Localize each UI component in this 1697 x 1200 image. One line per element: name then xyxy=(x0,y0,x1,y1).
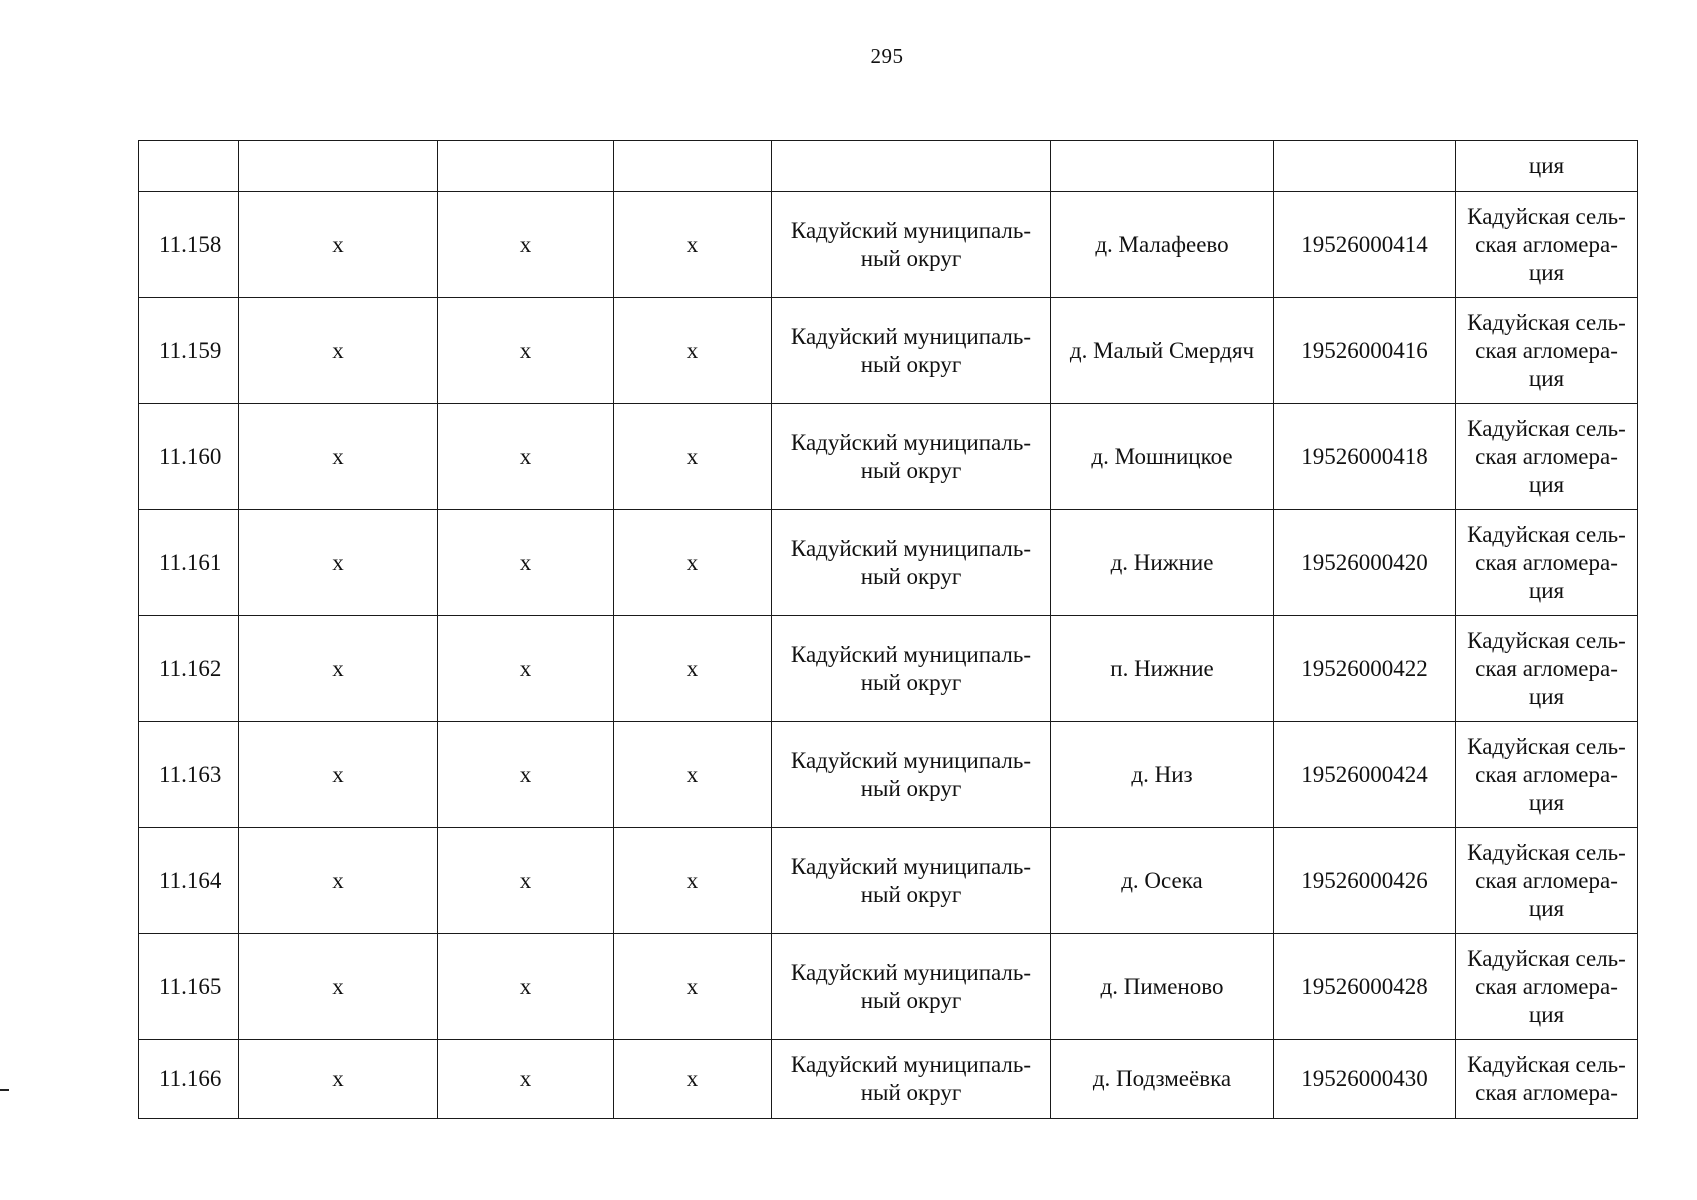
municipality-cell: Кадуйский муниципаль-ный округ xyxy=(772,616,1051,722)
oktmo-code-cell: 19526000420 xyxy=(1274,510,1456,616)
marker-cell: x xyxy=(614,510,772,616)
marker-cell: x xyxy=(438,298,614,404)
settlement-name-cell: д. Нижние xyxy=(1051,510,1274,616)
marker-cell: x xyxy=(438,722,614,828)
settlement-name-cell: д. Мошницкое xyxy=(1051,404,1274,510)
oktmo-code-cell: 19526000428 xyxy=(1274,934,1456,1040)
municipality-cell: Кадуйский муниципаль-ный округ xyxy=(772,828,1051,934)
marker-cell: x xyxy=(239,828,438,934)
marker-cell: x xyxy=(239,1040,438,1119)
municipality-cell: Кадуйский муниципаль-ный округ xyxy=(772,404,1051,510)
oktmo-code-cell: 19526000424 xyxy=(1274,722,1456,828)
settlement-name-cell: д. Осека xyxy=(1051,828,1274,934)
marker-cell: x xyxy=(438,616,614,722)
continuation-row xyxy=(139,141,1638,192)
empty-cell xyxy=(772,141,1051,192)
settlement-name-cell: д. Малый Смердяч xyxy=(1051,298,1274,404)
empty-cell xyxy=(239,141,438,192)
marker-cell: x xyxy=(239,616,438,722)
settlement-name-cell: д. Пименово xyxy=(1051,934,1274,1040)
oktmo-code-cell: 19526000414 xyxy=(1274,192,1456,298)
table-row xyxy=(139,722,1638,828)
empty-cell xyxy=(614,141,772,192)
table-row xyxy=(139,510,1638,616)
marker-cell: x xyxy=(239,298,438,404)
row-number-cell: 11.165 xyxy=(139,934,239,1040)
row-number-cell: 11.158 xyxy=(139,192,239,298)
row-number-cell: 11.161 xyxy=(139,510,239,616)
agglomeration-cell: Кадуйская сель-ская агломера-ция xyxy=(1456,192,1638,298)
row-number-cell: 11.164 xyxy=(139,828,239,934)
marker-cell: x xyxy=(438,510,614,616)
marker-cell: x xyxy=(239,404,438,510)
agglomeration-cell: Кадуйская сель-ская агломера-ция xyxy=(1456,298,1638,404)
municipality-cell: Кадуйский муниципаль-ный округ xyxy=(772,1040,1051,1119)
row-number-cell: 11.162 xyxy=(139,616,239,722)
table-row xyxy=(139,616,1638,722)
table-body xyxy=(139,141,1638,1119)
page-number: 295 xyxy=(870,44,904,68)
municipality-cell: Кадуйский муниципаль-ный округ xyxy=(772,192,1051,298)
settlement-name-cell: п. Нижние xyxy=(1051,616,1274,722)
row-number-cell: 11.159 xyxy=(139,298,239,404)
marker-cell: x xyxy=(614,828,772,934)
municipality-cell: Кадуйский муниципаль-ный округ xyxy=(772,722,1051,828)
marker-cell: x xyxy=(438,192,614,298)
marker-cell: x xyxy=(239,934,438,1040)
marker-cell: x xyxy=(614,1040,772,1119)
marker-cell: x xyxy=(239,722,438,828)
oktmo-code-cell: 19526000426 xyxy=(1274,828,1456,934)
municipality-cell: Кадуйский муниципаль-ный округ xyxy=(772,298,1051,404)
municipality-cell: Кадуйский муниципаль-ный округ xyxy=(772,510,1051,616)
empty-cell xyxy=(139,141,239,192)
agglomeration-cell: Кадуйская сель-ская агломера-ция xyxy=(1456,616,1638,722)
marker-cell: x xyxy=(614,934,772,1040)
empty-cell xyxy=(1274,141,1456,192)
row-number-cell: 11.163 xyxy=(139,722,239,828)
oktmo-code-cell: 19526000430 xyxy=(1274,1040,1456,1119)
settlement-name-cell: д. Низ xyxy=(1051,722,1274,828)
agglomeration-cell: Кадуйская сель-ская агломера-ция xyxy=(1456,722,1638,828)
marker-cell: x xyxy=(438,404,614,510)
settlement-name-cell: д. Подзмеёвка xyxy=(1051,1040,1274,1119)
marker-cell: x xyxy=(614,298,772,404)
agglomeration-cell: Кадуйская сель-ская агломера-ция xyxy=(1456,934,1638,1040)
municipality-cell: Кадуйский муниципаль-ный округ xyxy=(772,934,1051,1040)
oktmo-code-cell: 19526000422 xyxy=(1274,616,1456,722)
agglomeration-cell: Кадуйская сель-ская агломера- xyxy=(1456,1040,1638,1119)
marker-cell: x xyxy=(438,934,614,1040)
table-row xyxy=(139,404,1638,510)
settlement-name-cell: д. Малафеево xyxy=(1051,192,1274,298)
continuation-cell: ция xyxy=(1456,141,1638,192)
oktmo-code-cell: 19526000416 xyxy=(1274,298,1456,404)
oktmo-code-cell: 19526000418 xyxy=(1274,404,1456,510)
marker-cell: x xyxy=(614,722,772,828)
marker-cell: x xyxy=(239,192,438,298)
agglomeration-cell: Кадуйская сель-ская агломера-ция xyxy=(1456,404,1638,510)
agglomeration-cell: Кадуйская сель-ская агломера-ция xyxy=(1456,510,1638,616)
marker-cell: x xyxy=(614,616,772,722)
marker-cell: x xyxy=(614,404,772,510)
marker-cell: x xyxy=(438,828,614,934)
table-row xyxy=(139,1040,1638,1119)
table-row xyxy=(139,828,1638,934)
empty-cell xyxy=(1051,141,1274,192)
empty-cell xyxy=(438,141,614,192)
table-row xyxy=(139,934,1638,1040)
marker-cell: x xyxy=(239,510,438,616)
marker-cell: x xyxy=(614,192,772,298)
margin-mark xyxy=(0,1089,9,1091)
table-row xyxy=(139,298,1638,404)
table-row xyxy=(139,192,1638,298)
row-number-cell: 11.166 xyxy=(139,1040,239,1119)
settlements-table xyxy=(138,140,1638,1119)
marker-cell: x xyxy=(438,1040,614,1119)
agglomeration-cell: Кадуйская сель-ская агломера-ция xyxy=(1456,828,1638,934)
row-number-cell: 11.160 xyxy=(139,404,239,510)
